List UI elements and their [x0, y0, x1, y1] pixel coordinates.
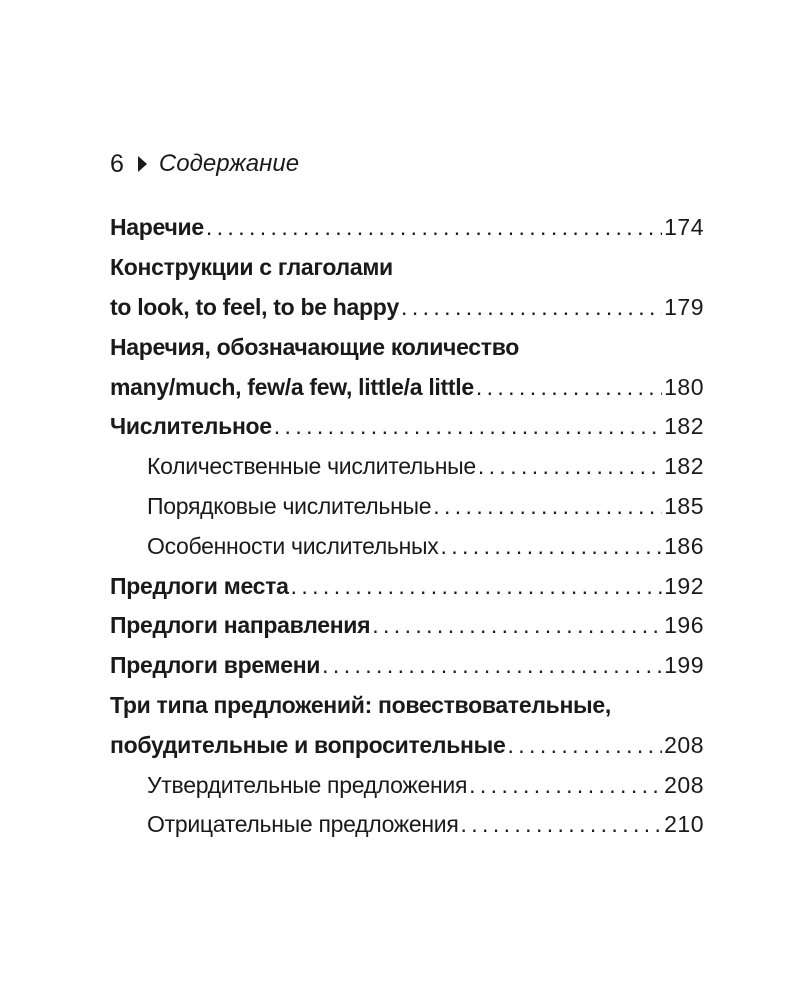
toc-dot-leader	[440, 533, 662, 560]
toc-page-number: 210	[664, 811, 704, 838]
section-title: Содержание	[158, 150, 300, 177]
toc-entry-label: побудительные и вопросительные	[110, 731, 506, 758]
toc-entry-label: Предлоги места	[110, 572, 289, 599]
toc-page-number: 174	[664, 214, 704, 241]
toc-page-number: 182	[664, 413, 704, 440]
toc-entry-label: Предлоги времени	[110, 652, 321, 679]
toc-entry[interactable]	[110, 725, 704, 765]
toc-page-number: 208	[664, 731, 704, 758]
triangle-bullet-icon	[138, 156, 147, 172]
toc-subentry[interactable]	[110, 447, 704, 487]
toc-dot-leader	[508, 732, 663, 759]
toc-dot-leader	[478, 453, 662, 480]
toc-dot-leader	[469, 772, 662, 799]
toc-entry-label: many/much, few/a few, little/a little	[110, 373, 474, 400]
toc-subentry[interactable]	[110, 487, 704, 527]
toc-subentry[interactable]	[110, 805, 704, 845]
toc-entry-label: Порядковые числительные	[147, 492, 432, 519]
toc-entry[interactable]	[110, 606, 704, 646]
toc-page-number: 196	[664, 612, 704, 639]
toc-entry-label: Наречия, обозначающие количество	[110, 333, 520, 360]
toc-entry-label: Числительное	[110, 413, 272, 440]
toc-page-number: 199	[664, 652, 704, 679]
toc-page-number: 186	[664, 532, 704, 559]
toc-entry[interactable]	[110, 208, 704, 248]
toc-entry-label: Утвердительные предложения	[147, 771, 468, 798]
toc-page-number: 180	[664, 373, 704, 400]
toc-page-number: 179	[664, 293, 704, 320]
toc-entry-label: Наречие	[110, 214, 204, 241]
toc-entry[interactable]	[110, 646, 704, 686]
toc-entry-label: Отрицательные предложения	[147, 811, 459, 838]
toc-entry-label: Предлоги направления	[110, 612, 371, 639]
toc-heading-line[interactable]	[110, 248, 704, 288]
toc-dot-leader	[476, 374, 662, 401]
toc-dot-leader	[461, 811, 663, 838]
toc-page-number: 185	[664, 492, 704, 519]
toc-dot-leader	[291, 573, 663, 600]
toc-entry[interactable]	[110, 367, 704, 407]
toc-entry-label: Конструкции с глаголами	[110, 254, 393, 281]
toc-page-number: 208	[664, 771, 704, 798]
toc-dot-leader	[322, 652, 662, 679]
toc-subentry[interactable]	[110, 765, 704, 805]
toc-page-number: 182	[664, 453, 704, 480]
toc-entry[interactable]	[110, 407, 704, 447]
toc-dot-leader	[274, 413, 662, 440]
toc-page-number: 192	[664, 572, 704, 599]
toc-subentry[interactable]	[110, 526, 704, 566]
table-of-contents	[110, 208, 704, 845]
toc-dot-leader	[372, 612, 662, 639]
page-number: 6	[110, 149, 124, 178]
toc-dot-leader	[206, 214, 662, 241]
toc-entry[interactable]	[110, 566, 704, 606]
toc-dot-leader	[401, 294, 662, 321]
toc-heading-line[interactable]	[110, 327, 704, 367]
toc-entry-label: Количественные числительные	[147, 453, 476, 480]
toc-entry-label: to look, to feel, to be happy	[110, 293, 400, 320]
running-head	[110, 148, 299, 180]
toc-heading-line[interactable]	[110, 686, 704, 726]
toc-dot-leader	[433, 493, 662, 520]
toc-entry[interactable]	[110, 288, 704, 328]
toc-entry-label: Три типа предложений: повествовательные,	[110, 691, 611, 718]
toc-entry-label: Особенности числительных	[147, 532, 439, 559]
